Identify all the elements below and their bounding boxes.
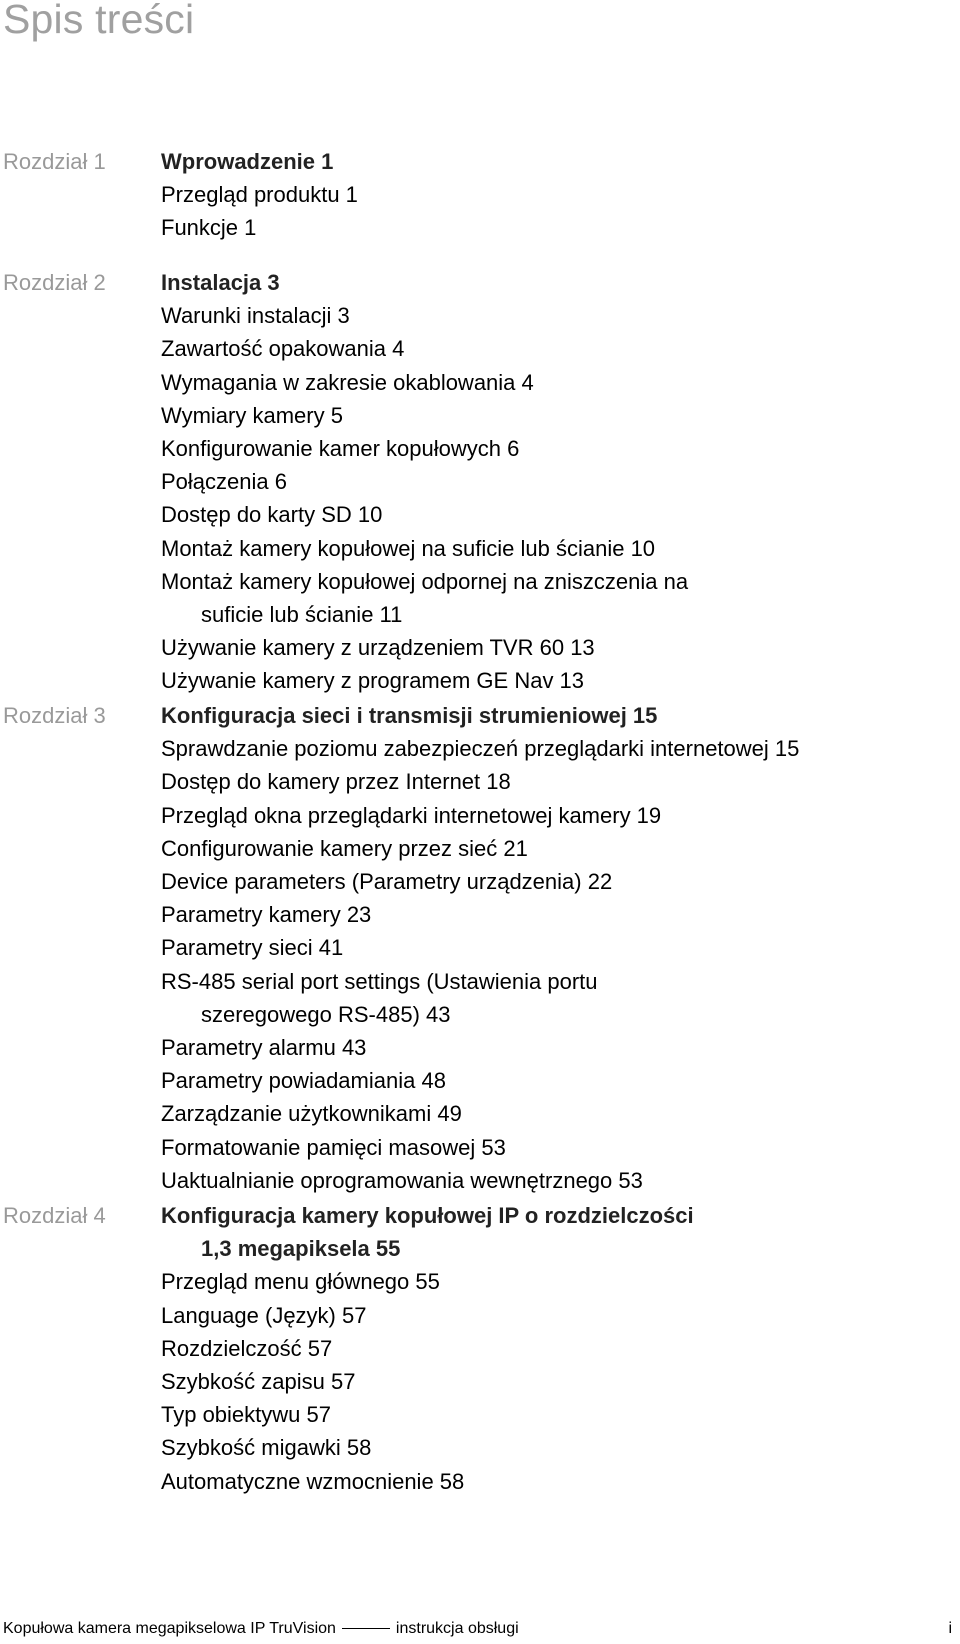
toc-entry[interactable]: Sprawdzanie poziomu zabezpieczeń przeglądarki internetowej 15 bbox=[161, 736, 800, 762]
toc-entry[interactable]: Configurowanie kamery przez sieć 21 bbox=[161, 835, 528, 861]
footer-document-title: Kopułowa kamera megapikselowa IP TruVision bbox=[3, 1620, 336, 1637]
toc-entry[interactable]: Montaż kamery kopułowej na suficie lub ścianie 10 bbox=[161, 535, 656, 561]
toc-entry[interactable]: Połączenia 6 bbox=[161, 469, 287, 495]
toc-entry[interactable]: suficie lub ścianie 11 bbox=[201, 602, 403, 628]
toc-entry[interactable]: Zawartość opakowania 4 bbox=[161, 336, 405, 362]
chapter-heading[interactable]: Konfiguracja kamery kopułowej IP o rozdzielczości bbox=[161, 1203, 694, 1228]
footer-page-number: i bbox=[948, 1620, 952, 1637]
toc-entry[interactable]: Automatyczne wzmocnienie 58 bbox=[161, 1468, 465, 1494]
toc-entry[interactable]: Warunki instalacji 3 bbox=[161, 303, 350, 329]
toc-entry[interactable]: Formatowanie pamięci masowej 53 bbox=[161, 1134, 506, 1160]
toc-entry[interactable]: Parametry powiadamiania 48 bbox=[161, 1068, 446, 1094]
chapter-heading[interactable]: Wprowadzenie 1 bbox=[161, 149, 334, 174]
toc-entry[interactable]: Montaż kamery kopułowej odpornej na zniszczenia na bbox=[161, 568, 689, 594]
footer-text bbox=[3, 1620, 519, 1638]
chapter-heading[interactable]: Instalacja 3 bbox=[161, 270, 280, 295]
chapter-heading[interactable]: Konfiguracja sieci i transmisji strumieniowej 15 bbox=[161, 703, 658, 728]
chapter-heading[interactable]: 1,3 megapiksela 55 bbox=[201, 1236, 401, 1262]
toc-entry[interactable]: Używanie kamery z urządzeniem TVR 60 13 bbox=[161, 635, 595, 661]
toc-entry[interactable]: Zarządzanie użytkownikami 49 bbox=[161, 1101, 462, 1127]
chapter-entries bbox=[161, 1199, 956, 1498]
toc-entry[interactable]: Wymagania w zakresie okablowania 4 bbox=[161, 369, 534, 395]
toc-entry[interactable]: szeregowego RS-485) 43 bbox=[201, 1001, 451, 1027]
page-footer bbox=[0, 1608, 960, 1638]
chapter-label: Rozdział 2 bbox=[3, 270, 106, 295]
toc-entry[interactable]: Dostęp do kamery przez Internet 18 bbox=[161, 769, 511, 795]
toc-entry[interactable]: Typ obiektywu 57 bbox=[161, 1402, 331, 1428]
chapter-entries bbox=[161, 145, 956, 245]
toc-entry[interactable]: Parametry sieci 41 bbox=[161, 935, 344, 961]
chapter-label: Rozdział 3 bbox=[3, 703, 106, 728]
chapter-entries bbox=[161, 699, 956, 1197]
toc-entry[interactable]: Rozdzielczość 57 bbox=[161, 1335, 333, 1361]
toc-entry[interactable]: Konfigurowanie kamer kopułowych 6 bbox=[161, 436, 520, 462]
chapter-entries bbox=[161, 266, 956, 698]
toc-entry[interactable]: Szybkość zapisu 57 bbox=[161, 1369, 356, 1395]
toc-entry[interactable]: Dostęp do karty SD 10 bbox=[161, 502, 383, 528]
toc-entry[interactable]: Parametry alarmu 43 bbox=[161, 1035, 367, 1061]
page-title: Spis treści bbox=[3, 0, 195, 42]
toc-entry[interactable]: Przegląd produktu 1 bbox=[161, 182, 358, 208]
footer-dash bbox=[342, 1628, 390, 1629]
toc-entry[interactable]: Przegląd menu głównego 55 bbox=[161, 1269, 440, 1295]
footer-document-type: instrukcja obsługi bbox=[395, 1620, 519, 1637]
toc-entry[interactable]: Wymiary kamery 5 bbox=[161, 402, 343, 428]
chapter-label: Rozdział 4 bbox=[3, 1203, 106, 1228]
toc-entry[interactable]: Używanie kamery z programem GE Nav 13 bbox=[161, 668, 585, 694]
toc-entry[interactable]: Language (Język) 57 bbox=[161, 1302, 367, 1328]
toc-entry[interactable]: Przegląd okna przeglądarki internetowej kamery 19 bbox=[161, 802, 662, 828]
toc-entry[interactable]: RS-485 serial port settings (Ustawienia portu bbox=[161, 968, 598, 994]
toc-entry[interactable]: Szybkość migawki 58 bbox=[161, 1435, 372, 1461]
toc-entry[interactable]: Uaktualnianie oprogramowania wewnętrznego 53 bbox=[161, 1167, 643, 1193]
toc-entry[interactable]: Parametry kamery 23 bbox=[161, 902, 372, 928]
toc-entry[interactable]: Device parameters (Parametry urządzenia) 22 bbox=[161, 869, 613, 895]
toc-entry[interactable]: Funkcje 1 bbox=[161, 215, 257, 241]
chapter-label: Rozdział 1 bbox=[3, 149, 106, 174]
